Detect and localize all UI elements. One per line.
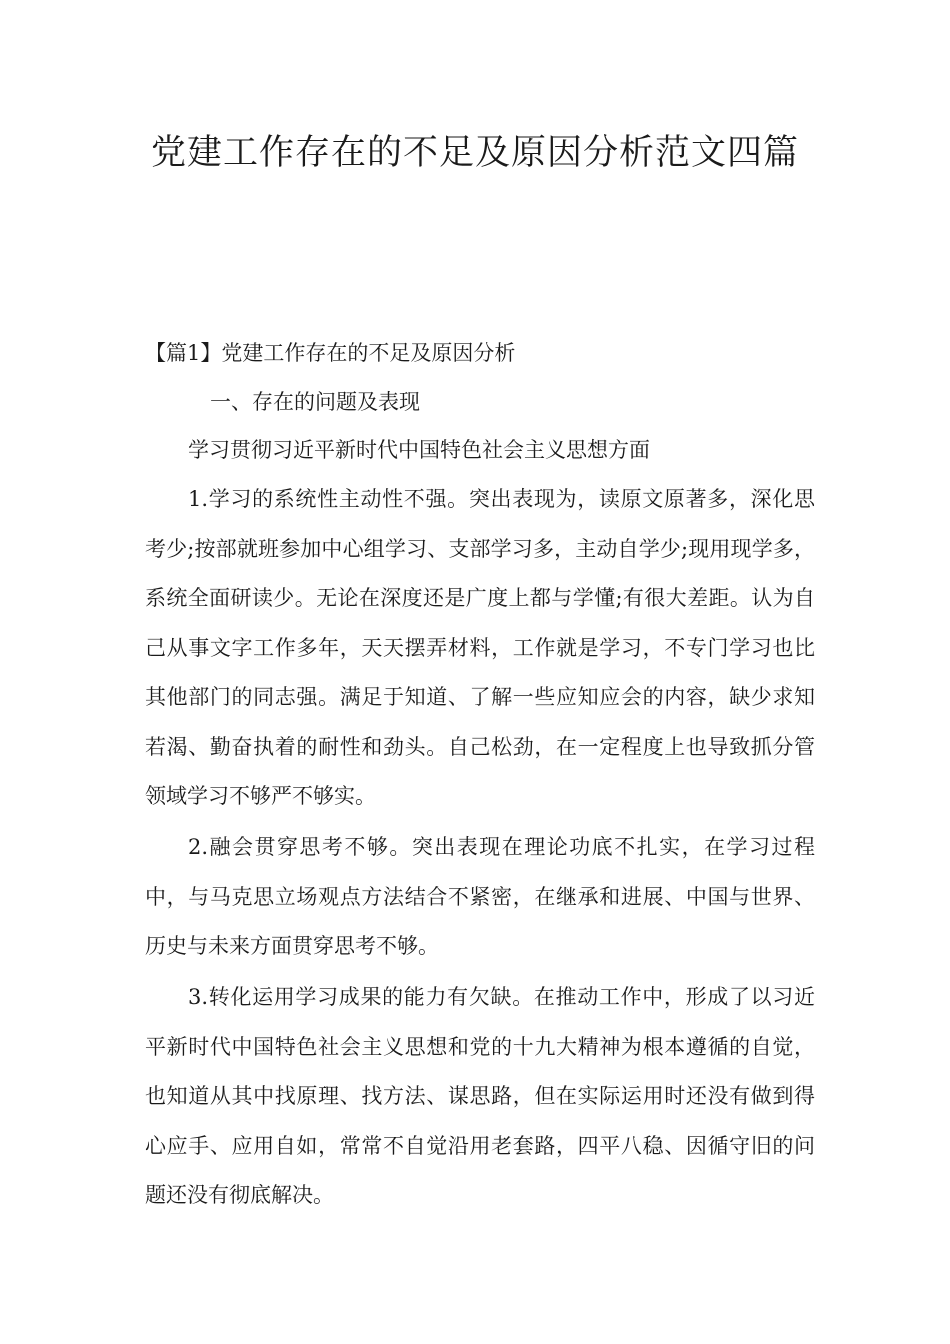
document-title: 党建工作存在的不足及原因分析范文四篇 [150, 133, 799, 173]
paragraph-1: 1.学习的系统性主动性不强。突出表现为，读原文原著多，深化思考少;按部就班参加中心组学习、支部学习多，主动自学少;现用现学多，系统全面研读少。无论在深度还是广度上都与学懂;有很大差距。认为自己从事文字工作多年，天天摆弄材料，工作就是学习，不专门学习也比其他部门的同志强。满足于知道、了解一些应知应会的内容，缺少求知若渴、勤奋执着的耐性和劲头。自己松劲，在一定程度上也导致抓分管领域学习不够严不够实。 [145, 487, 815, 808]
paragraph-2: 2.融会贯穿思考不够。突出表现在理论功底不扎实，在学习过程中，与马克思立场观点方法结合不紧密，在继承和进展、中国与世界、历史与未来方面贯穿思考不够。 [145, 835, 815, 958]
paragraph-3: 3.转化运用学习成果的能力有欠缺。在推动工作中，形成了以习近平新时代中国特色社会主义思想和党的十九大精神为根本遵循的自觉，也知道从其中找原理、找方法、谋思路，但在实际运用时还没有做到得心应手、应用自如，常常不自觉沿用老套路，四平八稳、因循守旧的问题还没有彻底解决。 [145, 985, 815, 1207]
subheading: 学习贯彻习近平新时代中国特色社会主义思想方面 [188, 438, 650, 462]
heading-1: 一、存在的问题及表现 [210, 390, 420, 414]
section-header: 【篇1】党建工作存在的不足及原因分析 [145, 341, 516, 365]
